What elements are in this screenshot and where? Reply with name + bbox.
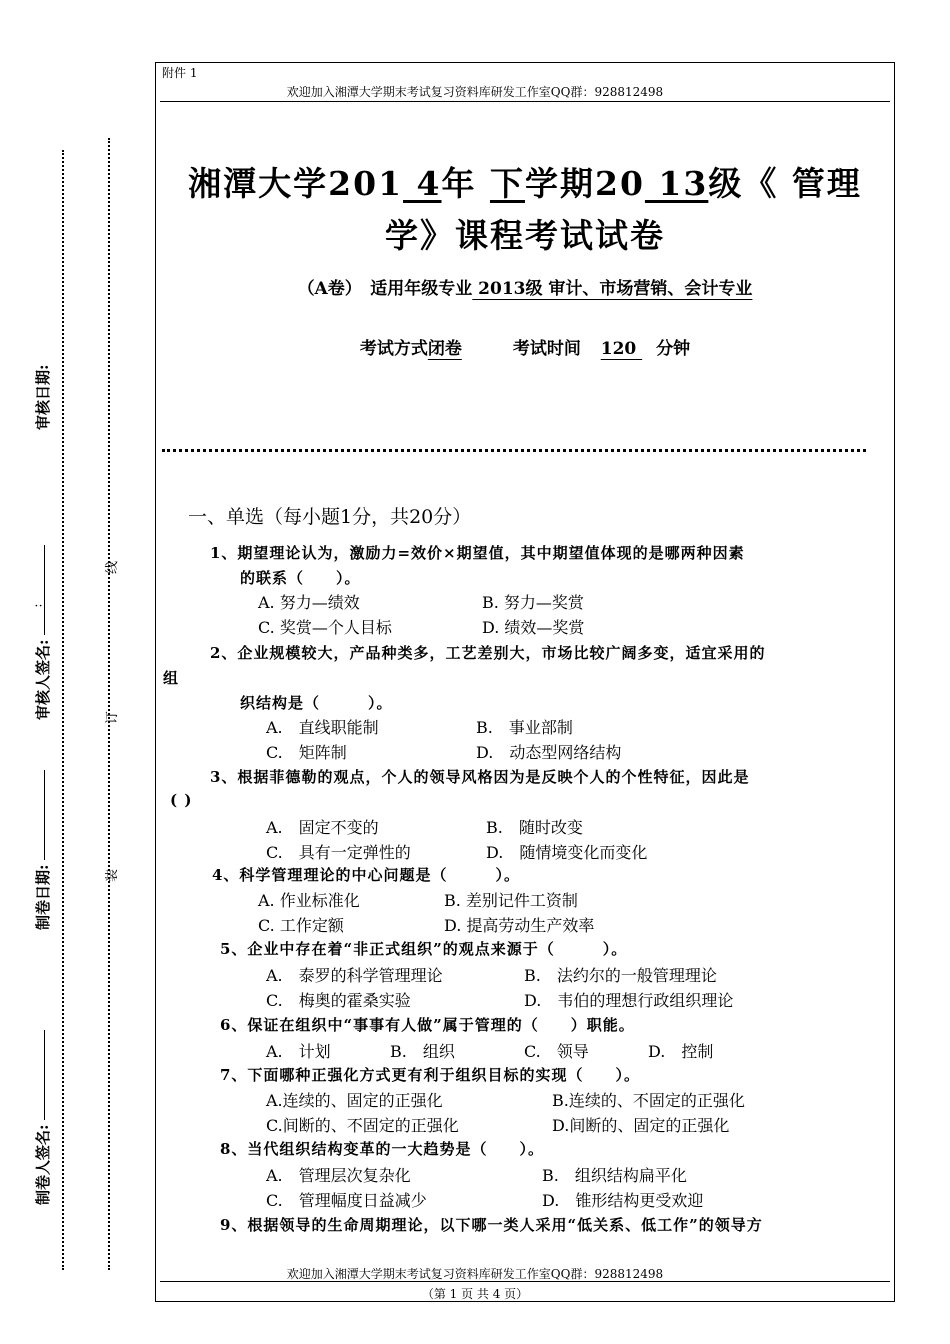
maker-sign-label: 制卷人签名: <box>32 1030 53 1205</box>
reviewer-sign-label: 审核人签名: <box>32 545 53 720</box>
option: C. 工作定额 <box>258 916 344 935</box>
footer-note: 欢迎加入湘潭大学期末考试复习资料库研发工作室QQ群：928812498 <box>286 1267 664 1281</box>
option: B. 差别记件工资制 <box>444 891 578 910</box>
option: C. 具有一定弹性的 <box>266 843 411 862</box>
question-3: 3、根据菲德勒的观点，个人的领导风格因为是反映个人的个性特征，因此是 <box>210 768 750 786</box>
option: C. 奖赏—个人目标 <box>258 618 392 637</box>
question-5: 5、企业中存在着“非正式组织”的观点来源于（ ）。 <box>220 940 628 958</box>
option: D. 提高劳动生产效率 <box>444 916 595 935</box>
question-2-cont: 组 <box>163 669 180 687</box>
option: D. 控制 <box>648 1042 714 1061</box>
question-1: 1、期望理论认为，激励力=效价×期望值，其中期望值体现的是哪两种因素 <box>210 544 745 562</box>
maker-date-label: 制卷日期: <box>32 770 53 930</box>
dotted-divider <box>162 449 866 452</box>
margin-line-char: 线 <box>105 560 121 575</box>
paper-info: （A卷） 适用年级专业 2013级 审计、市场营销、会计专业 <box>297 279 753 299</box>
page-number: （第 1 页 共 4 页） <box>421 1287 529 1301</box>
question-4: 4、科学管理理论的中心问题是（ ）。 <box>212 866 520 884</box>
header-rule <box>160 101 890 102</box>
option: D.间断的、固定的正强化 <box>552 1116 730 1135</box>
option: C. 矩阵制 <box>266 743 347 762</box>
margin-ding-char: 订 <box>105 710 121 725</box>
attachment-label: 附件 1 <box>162 66 198 80</box>
option: B. 努力—奖赏 <box>482 593 584 612</box>
option: B. 法约尔的一般管理理论 <box>524 966 717 985</box>
question-7: 7、下面哪种正强化方式更有利于组织目标的实现（ ）。 <box>220 1066 640 1084</box>
question-6: 6、保证在组织中“事事有人做”属于管理的（ ）职能。 <box>220 1016 635 1034</box>
binding-dotted-line <box>62 150 64 1270</box>
option: D. 绩效—奖赏 <box>482 618 585 637</box>
option: C. 梅奥的霍桑实验 <box>266 991 411 1010</box>
option: A. 泰罗的科学管理理论 <box>266 966 443 985</box>
exam-title: 湘潭大学201 4年 下学期20 13级《 管理 <box>188 164 862 203</box>
option: D. 动态型网络结构 <box>476 743 622 762</box>
review-date-label: 审核日期: <box>34 364 52 430</box>
option: D. 锥形结构更受欢迎 <box>542 1191 704 1210</box>
option: A. 管理层次复杂化 <box>266 1166 411 1185</box>
option: C. 领导 <box>524 1042 589 1061</box>
option: B. 事业部制 <box>476 718 573 737</box>
question-3-cont: ( ) <box>170 791 193 809</box>
option: B. 组织结构扁平化 <box>542 1166 687 1185</box>
option: A. 努力—绩效 <box>258 593 360 612</box>
option: C.间断的、不固定的正强化 <box>266 1116 459 1135</box>
option: A. 固定不变的 <box>266 818 379 837</box>
option: D. 随情境变化而变化 <box>486 843 648 862</box>
option: B. 组织 <box>390 1042 455 1061</box>
footer-rule <box>160 1281 890 1282</box>
header-note: 欢迎加入湘潭大学期末考试复习资料库研发工作室QQ群：928812498 <box>286 85 664 99</box>
question-2-cont: 织结构是（ ）。 <box>240 694 393 712</box>
option: A. 直线职能制 <box>266 718 379 737</box>
question-1-cont: 的联系（ ）。 <box>240 569 361 587</box>
question-2: 2、企业规模较大，产品种类多，工艺差别大，市场比较广阔多变，适宜采用的 <box>210 644 766 662</box>
option: A.连续的、固定的正强化 <box>266 1091 443 1110</box>
margin-colon: : <box>30 603 46 608</box>
option: B.连续的、不固定的正强化 <box>552 1091 745 1110</box>
option: A. 作业标准化 <box>258 891 360 910</box>
option: C. 管理幅度日益减少 <box>266 1191 427 1210</box>
option: A. 计划 <box>266 1042 331 1061</box>
question-9: 9、根据领导的生命周期理论，以下哪一类人采用“低关系、低工作”的领导方 <box>220 1216 763 1234</box>
option: D. 韦伯的理想行政组织理论 <box>524 991 734 1010</box>
section-heading: 一、单选（每小题1分，共20分） <box>188 506 472 528</box>
binding-dotted-line-inner <box>108 138 110 1270</box>
exam-info: 考试方式闭卷 考试时间 120 分钟 <box>359 339 691 359</box>
exam-title-line2: 学》课程考试试卷 <box>385 216 665 255</box>
option: B. 随时改变 <box>486 818 583 837</box>
question-8: 8、当代组织结构变革的一大趋势是（ ）。 <box>220 1140 544 1158</box>
margin-zhuang-char: 装 <box>105 868 121 883</box>
